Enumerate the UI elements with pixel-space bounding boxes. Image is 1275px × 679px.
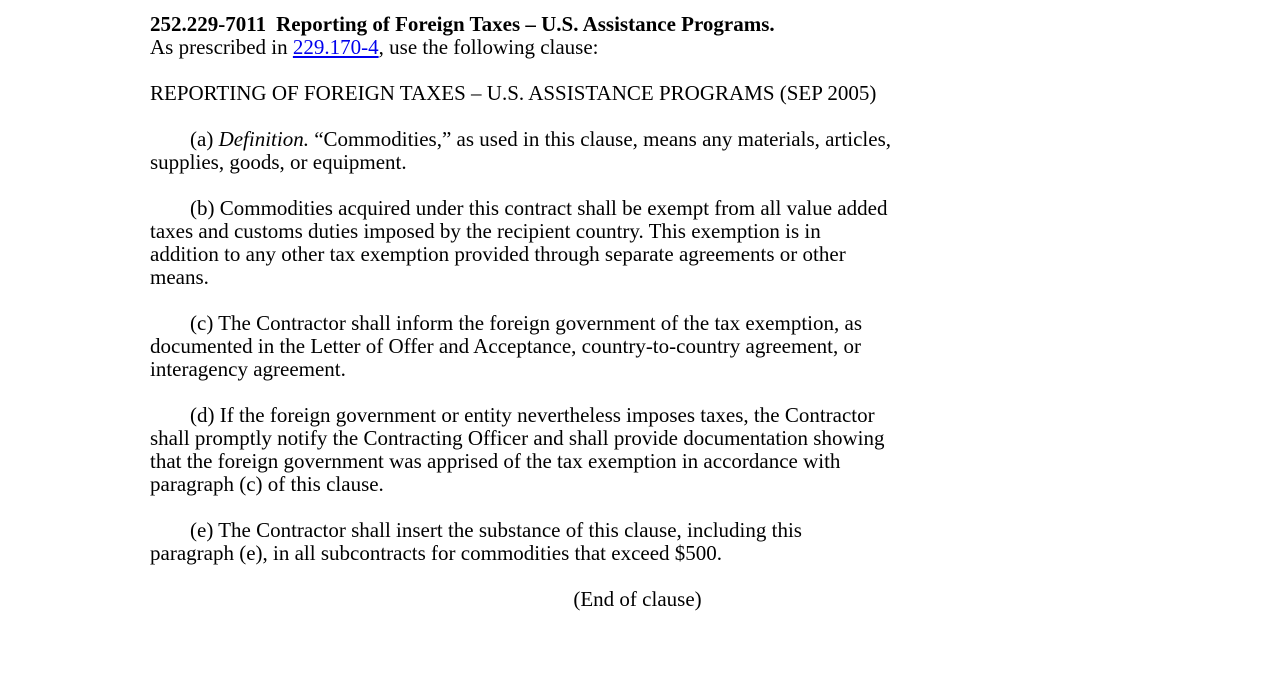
clause-title: REPORTING OF FOREIGN TAXES – U.S. ASSISTANCE PROGRAMS (SEP 2005) — [150, 81, 877, 105]
clause-heading — [150, 13, 1140, 36]
paragraph-d — [150, 404, 1140, 496]
paragraph-line: (d) If the foreign government or entity nevertheless imposes taxes, the Contractor — [190, 403, 875, 427]
paragraph-line: shall promptly notify the Contracting Officer and shall provide documentation showing — [150, 426, 885, 450]
paragraph-c — [150, 312, 1140, 381]
prescription-line — [150, 36, 1140, 59]
paragraph-line: (c) The Contractor shall inform the foreign government of the tax exemption, as — [190, 311, 862, 335]
paragraph-line: means. — [150, 265, 209, 289]
paragraph-line — [150, 128, 1140, 151]
prescription-text-before: As prescribed in — [150, 35, 293, 59]
paragraph-line: (e) The Contractor shall insert the substance of this clause, including this — [190, 518, 802, 542]
paragraph-line: documented in the Letter of Offer and Acceptance, country-to-country agreement, or — [150, 334, 861, 358]
paragraph-line: supplies, goods, or equipment. — [150, 150, 407, 174]
end-of-clause: (End of clause) — [573, 587, 702, 611]
paragraph-label: (a) — [190, 127, 219, 151]
paragraph-line: interagency agreement. — [150, 357, 346, 381]
prescription-text-after: , use the following clause: — [378, 35, 599, 59]
clause-document — [150, 13, 1140, 611]
clause-number: 252.229-7011 — [150, 12, 267, 36]
clause-heading-title: Reporting of Foreign Taxes – U.S. Assistance Programs. — [276, 12, 775, 36]
paragraph-text: “Commodities,” as used in this clause, means any materials, articles, — [308, 127, 891, 151]
paragraph-line: (b) Commodities acquired under this contract shall be exempt from all value added — [190, 196, 888, 220]
paragraph-line: paragraph (c) of this clause. — [150, 472, 384, 496]
paragraph-b — [150, 197, 1140, 289]
paragraph-line: taxes and customs duties imposed by the recipient country. This exemption is in — [150, 219, 821, 243]
section-reference-link[interactable]: 229.170-4 — [292, 35, 379, 59]
definition-term: Definition. — [218, 127, 309, 151]
paragraph-a — [150, 128, 1140, 174]
paragraph-line: paragraph (e), in all subcontracts for commodities that exceed $500. — [150, 541, 723, 565]
paragraph-e — [150, 519, 1140, 565]
paragraph-line: addition to any other tax exemption provided through separate agreements or other — [150, 242, 846, 266]
paragraph-line: that the foreign government was apprised of the tax exemption in accordance with — [150, 449, 841, 473]
